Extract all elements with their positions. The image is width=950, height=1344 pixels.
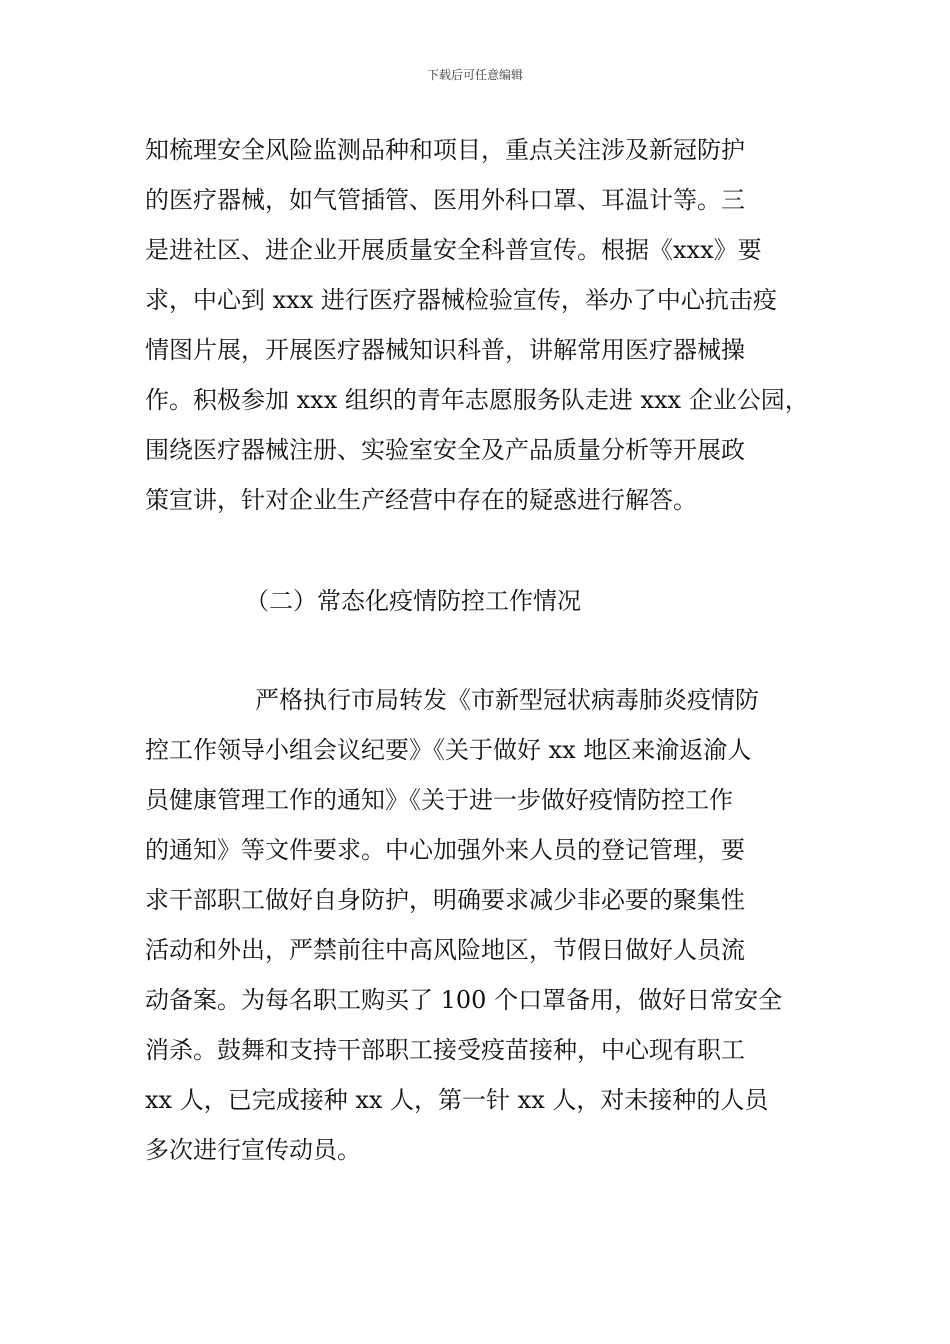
- paragraph-1: [145, 125, 815, 525]
- paragraph-line: 员健康管理工作的通知》《关于进一步做好疫情防控工作: [145, 786, 733, 814]
- paragraph-line: 是进社区、进企业开展质量安全科普宣传。根据《xxx》要: [145, 236, 762, 264]
- page-header-note: 下载后可任意编辑: [426, 68, 523, 82]
- paragraph-line: 的医疗器械，如气管插管、医用外科口罩、耳温计等。三: [145, 186, 745, 214]
- paragraph-2: [145, 675, 815, 1175]
- paragraph-line: 严格执行市局转发《市新型冠状病毒肺炎疫情防: [255, 686, 759, 714]
- paragraph-line: 求，中心到 xxx 进行医疗器械检验宣传，举办了中心抗击疫: [145, 286, 777, 314]
- paragraph-line: xx 人，已完成接种 xx 人，第一针 xx 人，对未接种的人员: [145, 1086, 769, 1114]
- paragraph-line: 知梳理安全风险监测品种和项目，重点关注涉及新冠防护: [145, 136, 745, 164]
- paragraph-line: 活动和外出，严禁前往中高风险地区，节假日做好人员流: [145, 936, 745, 964]
- paragraph-line: 求干部职工做好自身防护，明确要求减少非必要的聚集性: [145, 886, 745, 914]
- paragraph-line: 作。积极参加 xxx 组织的青年志愿服务队走进 xxx 企业公园，: [145, 386, 809, 414]
- paragraph-line: 多次进行宣传动员。: [145, 1136, 361, 1164]
- section-heading: （二）常态化疫情防控工作情况: [245, 587, 581, 615]
- paragraph-line: 控工作领导小组会议纪要》《关于做好 xx 地区来渝返渝人: [145, 736, 752, 764]
- paragraph-line: 围绕医疗器械注册、实验室安全及产品质量分析等开展政: [145, 436, 745, 464]
- paragraph-line: 的通知》等文件要求。中心加强外来人员的登记管理，要: [145, 836, 745, 864]
- paragraph-line: 消杀。鼓舞和支持干部职工接受疫苗接种，中心现有职工: [145, 1036, 745, 1064]
- paragraph-line: 情图片展，开展医疗器械知识科普，讲解常用医疗器械操: [145, 336, 745, 364]
- paragraph-line: 动备案。为每名职工购买了 100 个口罩备用，做好日常安全: [145, 986, 783, 1014]
- paragraph-line: 策宣讲，针对企业生产经营中存在的疑惑进行解答。: [145, 486, 697, 514]
